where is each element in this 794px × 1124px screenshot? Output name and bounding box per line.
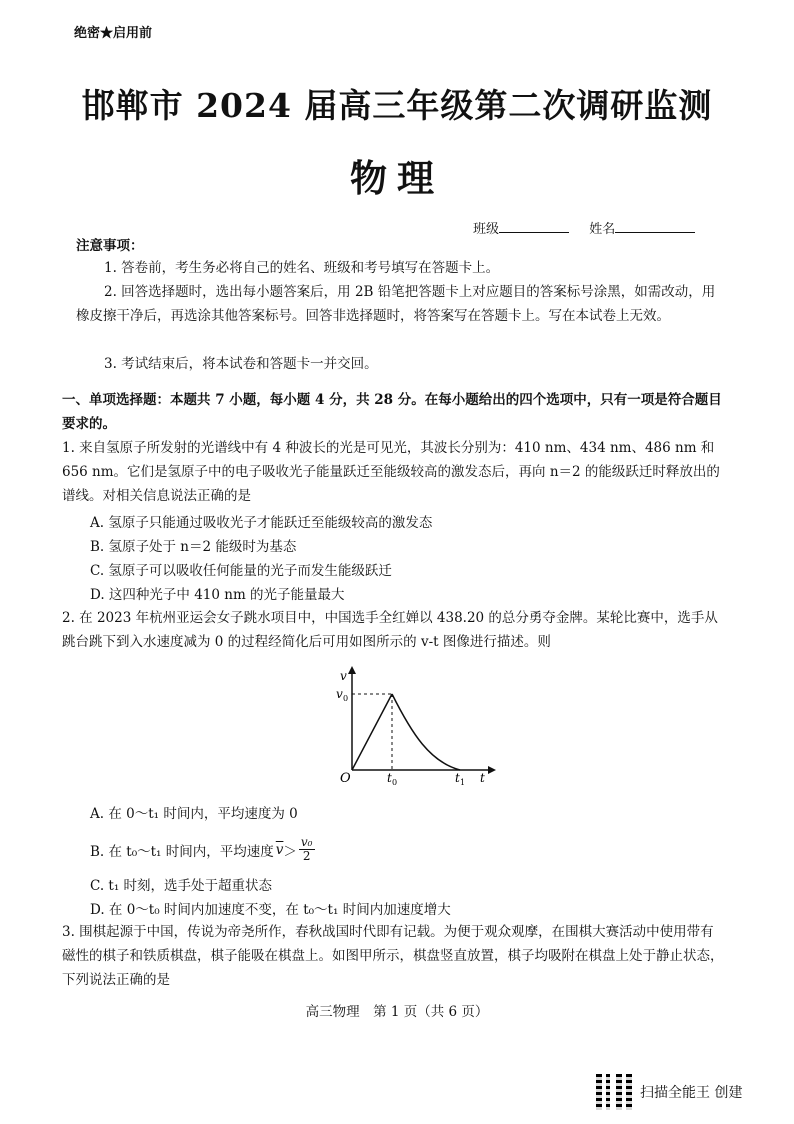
class-blank[interactable] <box>499 220 569 233</box>
v-label: v <box>340 669 347 683</box>
t-axis-arrow <box>488 766 496 774</box>
v0-label: v <box>336 687 343 701</box>
fraction-numerator: v₀ <box>300 835 313 849</box>
decel-curve <box>392 694 460 770</box>
question-3-stem: 3. 围棋起源于中国，传说为帝尧所作，春秋战国时代即有记载。为便于观众观摩，在围棋大赛活动中使用带有磁性的棋子和铁质棋盘，棋子能吸在棋盘上。如图甲所示，棋盘竖直放置，棋子均吸附在棋盘上处于静止状态，下列说法正确的是 <box>62 924 724 988</box>
student-info-fields <box>473 218 695 237</box>
accel-segment <box>352 694 392 770</box>
exam-title: 邯郸市 2024 届高三年级第二次调研监测 <box>81 86 713 125</box>
name-label: 姓名 <box>589 222 616 237</box>
q2-option-d[interactable]: D. 在 0～t₀ 时间内加速度不变，在 t₀～t₁ 时间内加速度增大 <box>90 902 451 918</box>
confidential-mark: 绝密★启用前 <box>74 26 153 41</box>
section-1-heading-text: 一、单项选择题：本题共 7 小题，每小题 4 分，共 28 分。在每小题给出的四个选项中，只有一项是符合题目要求的。 <box>62 392 722 432</box>
origin-label: O <box>340 771 351 786</box>
notice-item-3: 3. 考试结束后，将本试卷和答题卡一并交回。 <box>104 356 378 372</box>
q2-option-c[interactable]: C. t₁ 时刻，选手处于超重状态 <box>90 878 273 894</box>
qr-code-icon <box>596 1074 632 1110</box>
q2-option-a[interactable]: A. 在 0～t₁ 时间内，平均速度为 0 <box>90 806 298 822</box>
class-label: 班级 <box>473 222 500 237</box>
name-blank[interactable] <box>615 220 695 233</box>
section-1-heading <box>62 388 726 436</box>
q2-option-b-fraction <box>299 836 315 863</box>
q1-option-a[interactable]: A. 氢原子只能通过吸收光子才能跃迁至能级较高的激发态 <box>90 515 433 531</box>
notice-item-2: 2. 回答选择题时，选出每小题答案后，用 2B 铅笔把答题卡上对应题目的答案标号涂黑，如需改动，用橡皮擦干净后，再选涂其他答案标号。回答非选择题时，将答案写在答题卡上。写在本试卷上无效。 <box>76 284 716 324</box>
q2-option-b-gt: ＞ <box>283 843 297 860</box>
q1-option-b[interactable]: B. 氢原子处于 n＝2 能级时为基态 <box>90 539 297 555</box>
vt-graph <box>330 664 500 788</box>
q2-option-b-vbar: $\overline{v}$ <box>275 841 284 858</box>
t0-subscript: 0 <box>392 778 398 787</box>
v-axis-arrow <box>348 666 356 674</box>
q2-option-b-text: B. 在 t₀～t₁ 时间内，平均速度 <box>90 843 274 860</box>
notice-item-1: 1. 答卷前，考生务必将自己的姓名、班级和考号填写在答题卡上。 <box>104 260 500 276</box>
question-1-stem: 1. 来自氢原子所发射的光谱线中有 4 种波长的光是可见光，其波长分别为：410 nm、434 nm、486 nm 和 656 nm。它们是氢原子中的电子吸收光子能量跃迁至能级较高的激发态后，再向 n＝2 的能级跃迁时释放出的谱线。对相关信息说法正确的是 <box>62 440 720 504</box>
q1-option-d[interactable]: D. 这四种光子中 410 nm 的光子能量最大 <box>90 587 345 603</box>
exam-subject: 物理 <box>350 156 444 200</box>
fraction-denominator: 2 <box>302 849 311 863</box>
page-footer: 高三物理 第 1 页（共 6 页） <box>305 1004 489 1020</box>
t-label: t <box>480 771 485 785</box>
q2-option-b[interactable] <box>90 836 315 863</box>
notice-heading: 注意事项： <box>76 238 144 254</box>
scanner-watermark: 扫描全能王 创建 <box>640 1085 743 1101</box>
t0-label: t <box>387 771 392 785</box>
q1-option-c[interactable]: C. 氢原子可以吸收任何能量的光子而发生能级跃迁 <box>90 563 392 579</box>
t1-label: t <box>455 771 460 785</box>
t1-subscript: 1 <box>460 778 466 787</box>
question-2-stem: 2. 在 2023 年杭州亚运会女子跳水项目中，中国选手全红婵以 438.20 的总分勇夺金牌。某轮比赛中，选手从跳台跳下到入水速度减为 0 的过程经简化后可用如图所示的 v-t 图像进行描述。则 <box>62 610 718 650</box>
v0-subscript: 0 <box>343 694 349 703</box>
